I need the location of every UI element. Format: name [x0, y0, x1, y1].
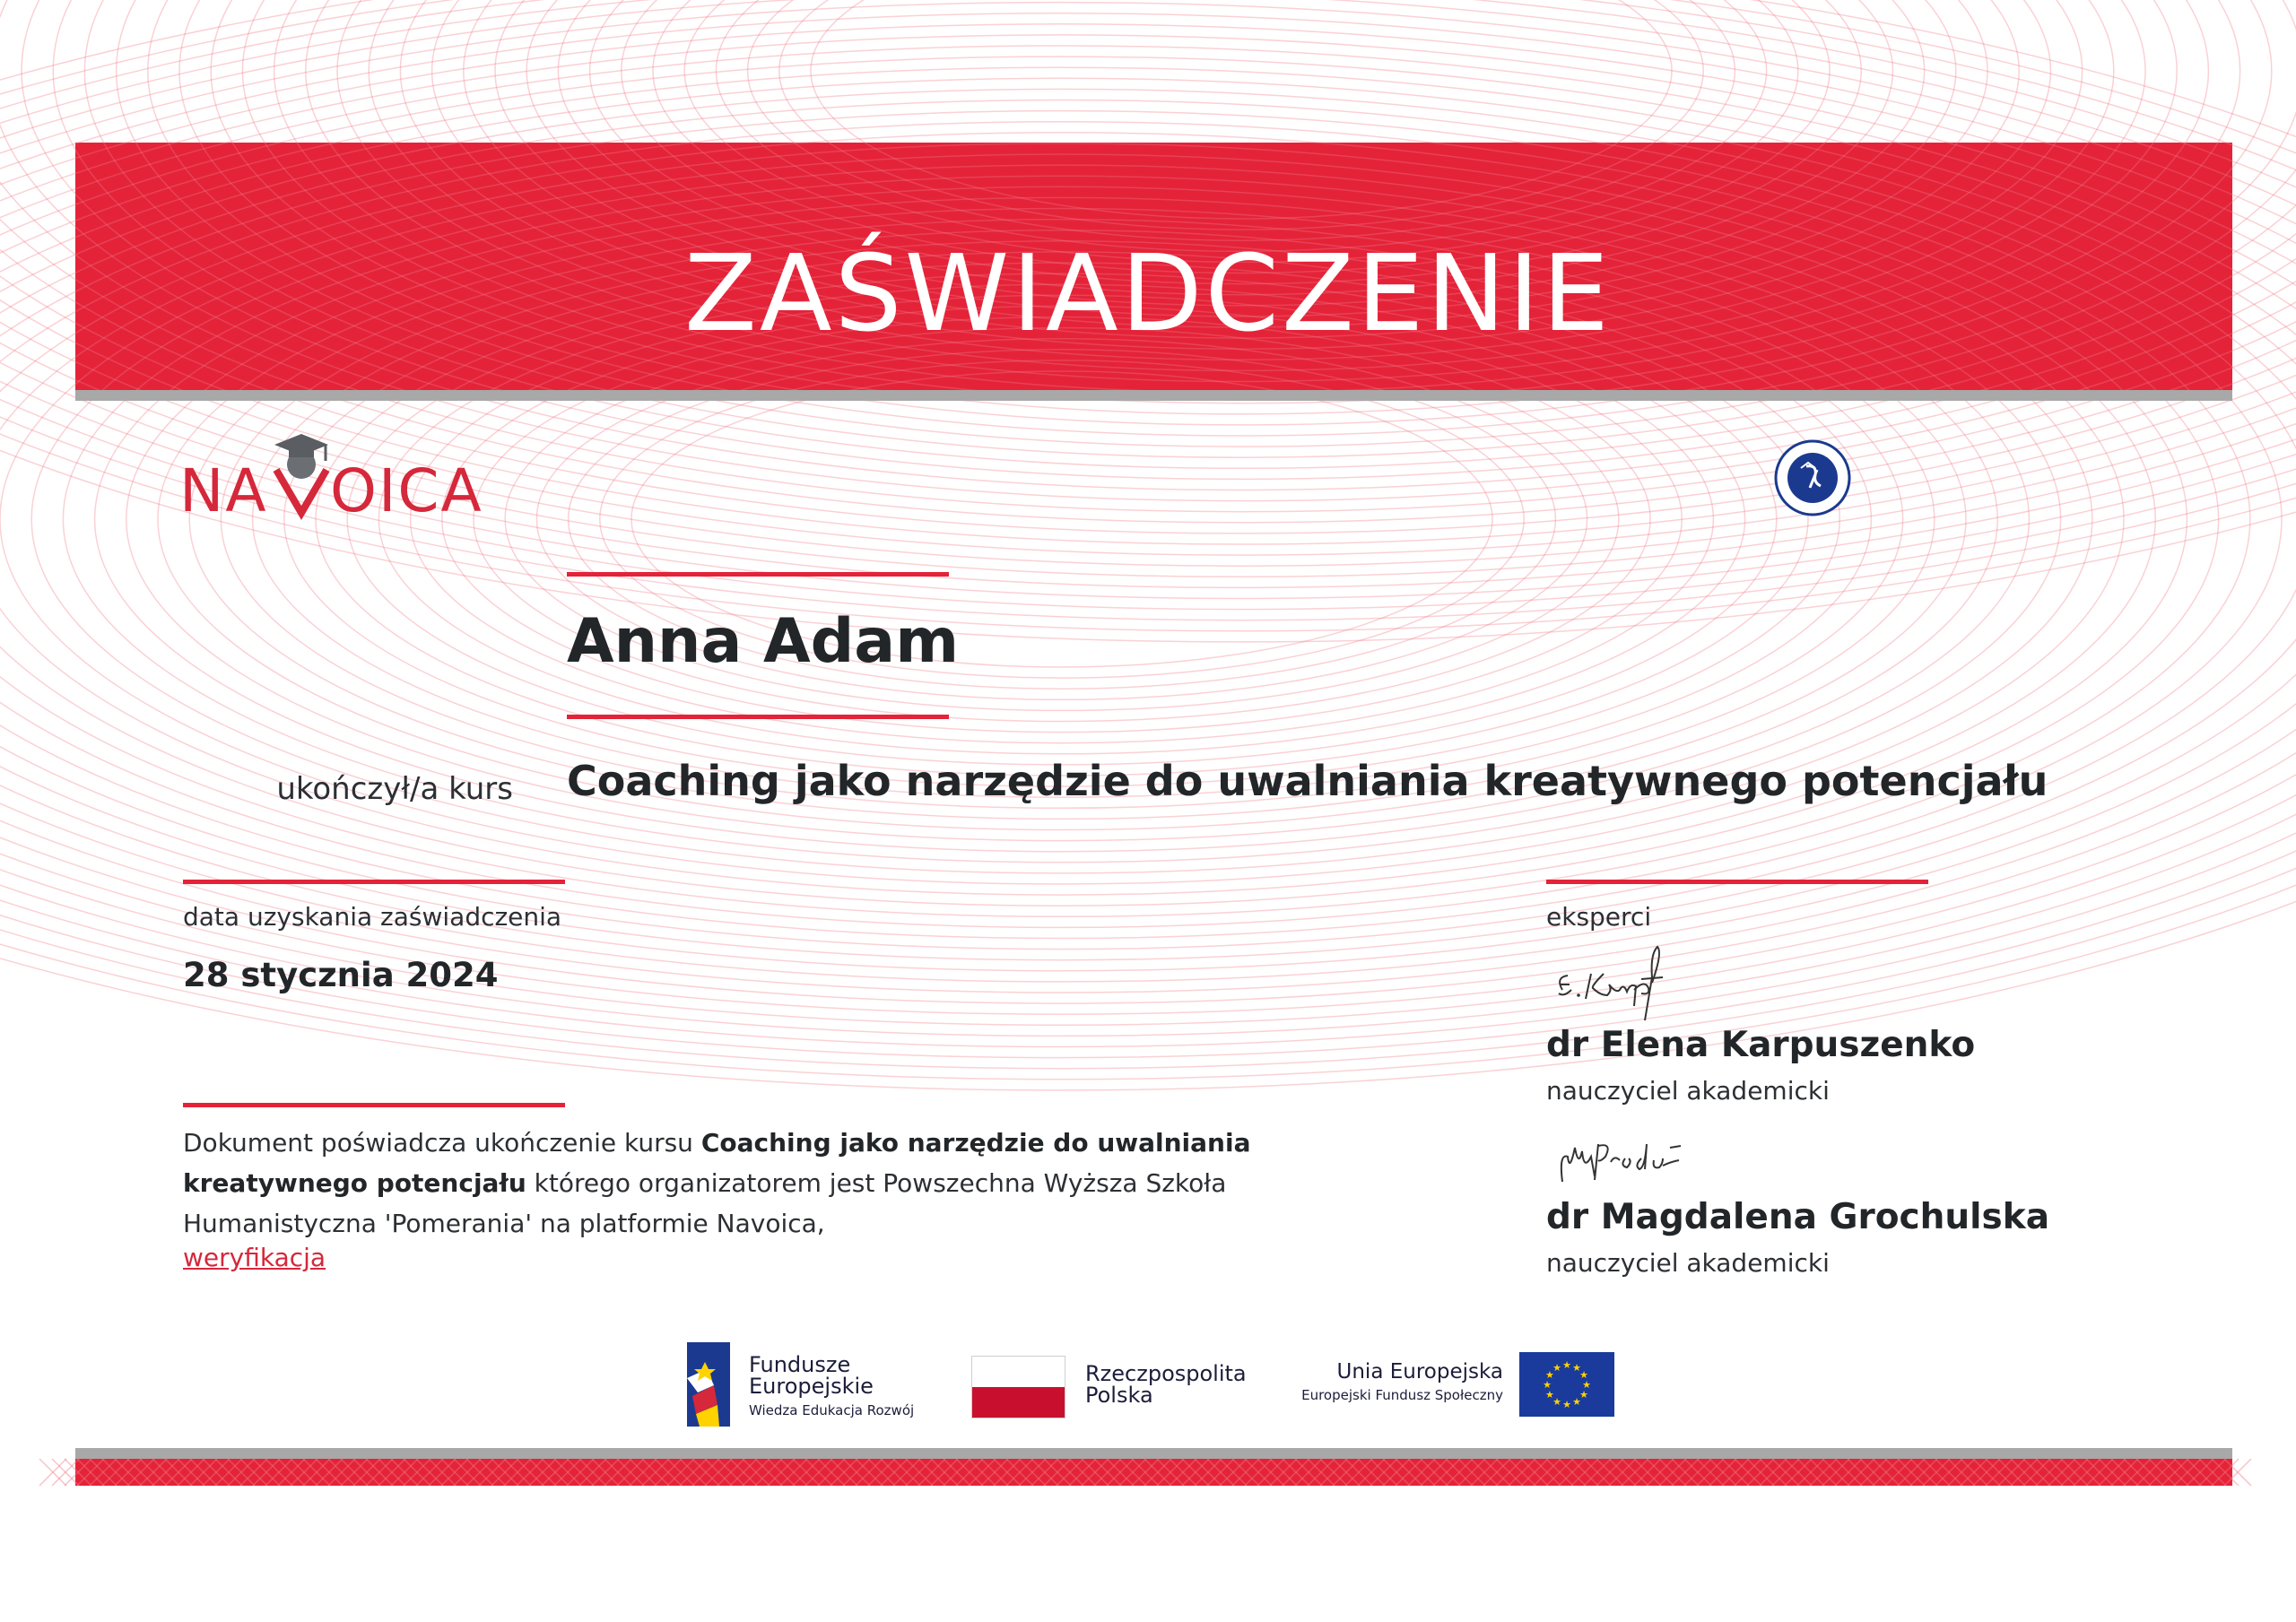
certificate-title: ZAŚWIADCZENIE [684, 231, 1612, 355]
completed-course-label: ukończył/a kurs [276, 771, 513, 807]
course-title: Coaching jako narzędzie do uwalniania kreatywnego potencjału [567, 757, 2048, 805]
svg-text:★: ★ [1562, 1399, 1571, 1410]
footer-bar-overline [75, 1448, 2232, 1459]
recipient-name: Anna Adam [567, 606, 960, 677]
fe-emblem-icon [687, 1342, 741, 1427]
ue-line-2: Europejski Fundusz Społeczny [1301, 1387, 1503, 1403]
svg-text:★: ★ [1582, 1379, 1591, 1391]
svg-text:★: ★ [1579, 1389, 1588, 1401]
footer-bar [75, 1459, 2232, 1486]
header-banner-underline [75, 390, 2232, 401]
experts-top-line [1546, 880, 1928, 884]
date-label: data uzyskania zaświadczenia [183, 902, 562, 932]
date-top-line [183, 880, 565, 884]
expert-name-1: dr Elena Karpuszenko [1546, 1025, 1976, 1065]
expert-role-2: nauczyciel akademicki [1546, 1248, 1830, 1278]
svg-text:★: ★ [1562, 1359, 1571, 1371]
expert-name-2: dr Magdalena Grochulska [1546, 1197, 2050, 1237]
svg-text:★: ★ [1572, 1361, 1581, 1374]
navoica-logo [179, 430, 483, 525]
signature-karpuszenko [1552, 938, 1686, 1022]
expert-role-1: nauczyciel akademicki [1546, 1076, 1830, 1106]
university-seal [1774, 439, 1851, 520]
document-text-suffix: którego organizatorem jest Powszechna Wyższa Szkoła Humanistyczna 'Pomerania' na platformie Navoica, [183, 1168, 1227, 1238]
fe-line-2: Europejskie [749, 1374, 874, 1399]
ue-line-1: Unia Europejska [1336, 1360, 1503, 1383]
svg-text:★: ★ [1572, 1396, 1581, 1409]
svg-text:★: ★ [1579, 1369, 1588, 1381]
rp-line-2: Polska [1085, 1383, 1153, 1408]
signature-grochulska [1555, 1126, 1708, 1201]
document-text-prefix: Dokument poświadcza ukończenie kursu [183, 1128, 701, 1158]
verification-link[interactable]: weryfikacja [183, 1243, 326, 1272]
svg-text:★: ★ [1545, 1389, 1554, 1401]
footer-pattern [75, 1459, 2232, 1486]
svg-text:OICA: OICA [330, 456, 483, 525]
document-course-title: Coaching jako narzędzie do uwalniania kreatywnego potencjału [183, 1128, 1251, 1198]
svg-text:★: ★ [1543, 1379, 1552, 1391]
experts-label: eksperci [1546, 902, 1652, 932]
issue-date: 28 stycznia 2024 [183, 956, 499, 994]
name-bottom-line [567, 715, 949, 719]
eu-flag-icon [1519, 1352, 1614, 1420]
rp-line-1: Rzeczpospolita [1085, 1361, 1247, 1386]
document-top-line [183, 1103, 565, 1107]
fe-line-3: Wiedza Edukacja Rozwój [749, 1402, 915, 1418]
fe-line-1: Fundusze [749, 1352, 851, 1377]
fundusze-europejskie-logo [687, 1342, 741, 1430]
document-statement [183, 1123, 1331, 1244]
svg-text:★: ★ [1545, 1369, 1554, 1381]
svg-text:NA: NA [179, 456, 268, 525]
name-top-line [567, 572, 949, 577]
svg-text:★: ★ [1552, 1396, 1561, 1409]
polish-flag-icon [971, 1356, 1065, 1418]
svg-text:★: ★ [1552, 1361, 1561, 1374]
